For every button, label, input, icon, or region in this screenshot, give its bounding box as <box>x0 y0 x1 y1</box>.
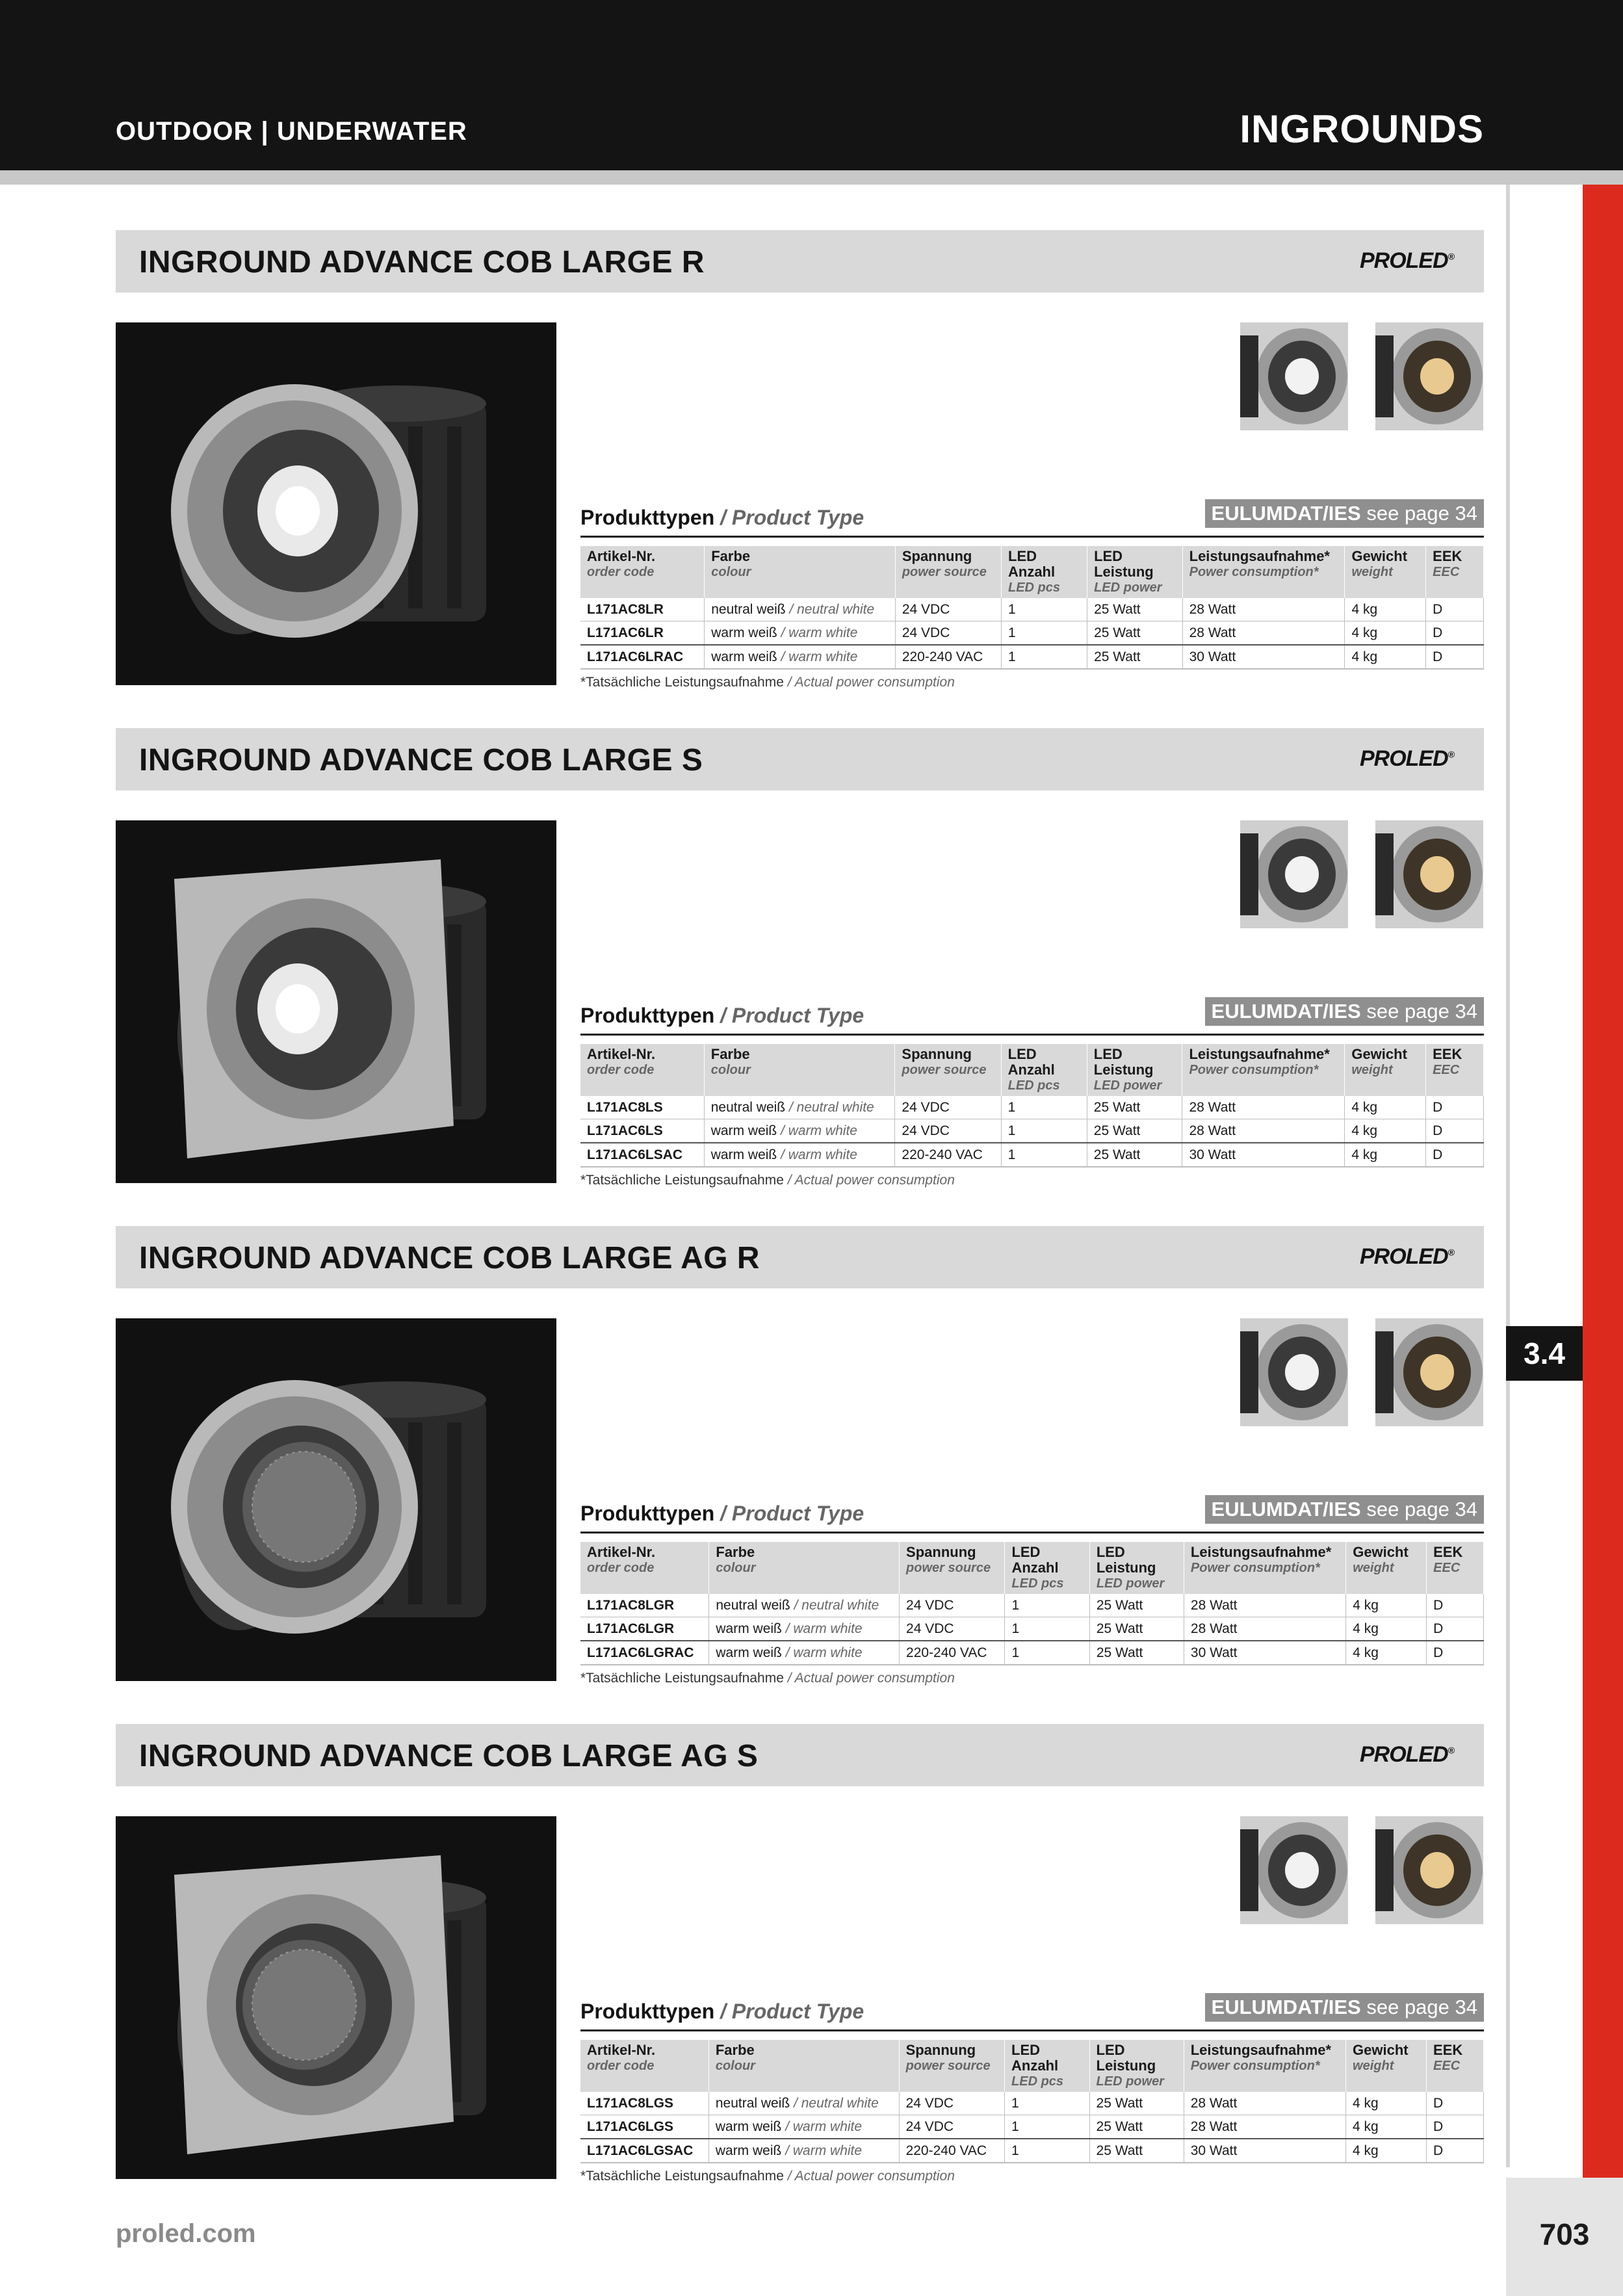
table-cell: 4 kg <box>1345 621 1426 646</box>
table-cell: 25 Watt <box>1089 2139 1184 2163</box>
table-cell: 28 Watt <box>1184 2092 1345 2115</box>
spec-table <box>580 546 1484 670</box>
table-cell: 1 <box>1005 1641 1089 1665</box>
column-header: Gewicht weight <box>1346 1542 1427 1594</box>
product-type-rule <box>580 536 1484 538</box>
table-header-row <box>580 546 1484 598</box>
neutral-white-thumbnail <box>1240 1816 1348 1924</box>
column-header: EEK EEC <box>1426 1044 1484 1096</box>
table-cell: 4 kg <box>1346 2139 1427 2163</box>
column-header: Farbe colour <box>704 1044 895 1096</box>
table-cell: 220-240 VAC <box>900 1641 1005 1665</box>
table-cell: 25 Watt <box>1087 1119 1182 1143</box>
spec-table <box>580 1542 1484 1665</box>
spec-table <box>580 1044 1484 1168</box>
column-header: Artikel-Nr. order code <box>580 2040 708 2092</box>
eulumdat-link[interactable]: EULUMDAT/IES see page 34 <box>1205 997 1484 1026</box>
table-cell: D <box>1426 598 1484 621</box>
table-cell: 24 VDC <box>899 2115 1004 2139</box>
product-title: INGROUND ADVANCE COB LARGE AG S <box>139 1739 759 1773</box>
product-type-rule <box>580 2029 1484 2031</box>
table-cell: 28 Watt <box>1182 1096 1345 1119</box>
chapter-tab[interactable]: 3.4 <box>1506 1326 1583 1381</box>
spec-table <box>580 2040 1484 2163</box>
table-cell: 25 Watt <box>1087 645 1183 669</box>
table-cell: warm weiß / warm white <box>704 1119 895 1143</box>
product-type-rule <box>580 1532 1484 1533</box>
table-row <box>580 2115 1484 2139</box>
table-cell: neutral weiß / neutral white <box>704 1096 895 1119</box>
table-row <box>580 1617 1484 1641</box>
column-header: EEK EEC <box>1427 1542 1484 1594</box>
margin-rule <box>1506 185 1510 2167</box>
table-cell: D <box>1427 2139 1484 2163</box>
brand-logo: PROLED® <box>1359 1742 1454 1767</box>
table-cell: D <box>1426 645 1484 669</box>
table-row <box>580 645 1484 669</box>
table-cell: 25 Watt <box>1089 1641 1184 1665</box>
column-header: LED Anzahl LED pcs <box>1001 1044 1087 1096</box>
table-cell: 1 <box>1005 1594 1089 1617</box>
warm-white-thumbnail <box>1375 1318 1483 1426</box>
table-cell: 1 <box>1001 1096 1087 1119</box>
table-cell: 4 kg <box>1345 1119 1426 1143</box>
table-cell: warm weiß / warm white <box>709 1641 900 1665</box>
table-cell: 4 kg <box>1346 1617 1427 1641</box>
product-title: INGROUND ADVANCE COB LARGE R <box>139 245 705 280</box>
table-cell: warm weiß / warm white <box>709 1617 900 1641</box>
product-photo <box>116 1318 556 1681</box>
neutral-white-thumbnail <box>1240 322 1348 430</box>
column-header: LED Anzahl LED pcs <box>1002 546 1087 598</box>
column-header: Farbe colour <box>705 546 896 598</box>
table-header-row <box>580 2040 1484 2092</box>
table-cell: L171AC6LGS <box>580 2115 708 2139</box>
table-cell: L171AC6LGRAC <box>580 1641 709 1665</box>
footnote: *Tatsächliche Leistungsaufnahme / Actual power consumption <box>580 1173 955 1188</box>
table-cell: neutral weiß / neutral white <box>708 2092 899 2115</box>
column-header: Leistungsaufnahme* Power consumption* <box>1182 1044 1345 1096</box>
page-number: 703 <box>1539 2217 1590 2251</box>
table-cell: 220-240 VAC <box>899 2139 1004 2163</box>
eulumdat-link[interactable]: EULUMDAT/IES see page 34 <box>1205 1993 1484 2022</box>
column-header: Leistungsaufnahme* Power consumption* <box>1184 2040 1345 2092</box>
column-header: LED Anzahl LED pcs <box>1005 1542 1089 1594</box>
column-header: Leistungsaufnahme* Power consumption* <box>1184 1542 1345 1594</box>
table-row <box>580 621 1484 646</box>
column-header: Gewicht weight <box>1346 2040 1427 2092</box>
footer-url[interactable]: proled.com <box>116 2219 256 2248</box>
column-header: LED Leistung LED power <box>1087 1044 1182 1096</box>
table-cell: 4 kg <box>1346 2092 1427 2115</box>
table-cell: D <box>1427 2092 1484 2115</box>
column-header: LED Leistung LED power <box>1087 546 1183 598</box>
table-cell: 1 <box>1002 645 1087 669</box>
column-header: Leistungsaufnahme* Power consumption* <box>1182 546 1345 598</box>
table-cell: 28 Watt <box>1182 598 1345 621</box>
table-cell: 28 Watt <box>1184 2115 1345 2139</box>
table-cell: warm weiß / warm white <box>705 645 896 669</box>
product-section <box>116 1226 1484 1723</box>
product-section <box>116 230 1484 727</box>
table-cell: 1 <box>1002 598 1087 621</box>
column-header: Artikel-Nr. order code <box>580 546 705 598</box>
table-row <box>580 598 1484 621</box>
table-cell: L171AC8LR <box>580 598 705 621</box>
neutral-white-thumbnail <box>1240 820 1348 928</box>
table-cell: 28 Watt <box>1184 1594 1345 1617</box>
table-row <box>580 1119 1484 1143</box>
table-cell: 4 kg <box>1345 598 1426 621</box>
column-header: LED Leistung LED power <box>1089 2040 1184 2092</box>
table-cell: 1 <box>1005 2092 1090 2115</box>
table-cell: L171AC6LS <box>580 1119 704 1143</box>
table-cell: L171AC6LR <box>580 621 705 646</box>
table-cell: 28 Watt <box>1184 1617 1345 1641</box>
table-row <box>580 2092 1484 2115</box>
table-cell: 1 <box>1005 2115 1090 2139</box>
table-cell: D <box>1427 2115 1484 2139</box>
column-header: Gewicht weight <box>1345 1044 1426 1096</box>
table-cell: 24 VDC <box>895 1119 1001 1143</box>
brand-logo: PROLED® <box>1359 1244 1454 1269</box>
product-title: INGROUND ADVANCE COB LARGE S <box>139 743 703 777</box>
table-cell: 25 Watt <box>1089 2115 1184 2139</box>
table-cell: D <box>1426 1143 1484 1167</box>
table-row <box>580 1143 1484 1167</box>
table-cell: L171AC6LGR <box>580 1617 709 1641</box>
table-row <box>580 2139 1484 2163</box>
table-cell: warm weiß / warm white <box>704 1143 895 1167</box>
table-cell: 4 kg <box>1345 1096 1426 1119</box>
warm-white-thumbnail <box>1375 322 1483 430</box>
table-cell: 30 Watt <box>1182 645 1345 669</box>
table-cell: L171AC8LGR <box>580 1594 709 1617</box>
section-header <box>116 1226 1484 1288</box>
brand-logo: PROLED® <box>1359 746 1454 771</box>
product-type-label: Produkttypen / Product Type <box>580 506 864 529</box>
product-photo <box>116 1816 556 2179</box>
column-header: Spannung power source <box>895 546 1001 598</box>
table-cell: L171AC8LS <box>580 1096 704 1119</box>
column-header: Farbe colour <box>708 2040 899 2092</box>
column-header: Gewicht weight <box>1345 546 1426 598</box>
table-cell: 1 <box>1001 1119 1087 1143</box>
table-cell: D <box>1427 1594 1484 1617</box>
table-cell: 4 kg <box>1345 645 1426 669</box>
column-header: LED Leistung LED power <box>1089 1542 1184 1594</box>
table-cell: 1 <box>1005 2139 1090 2163</box>
column-header: Spannung power source <box>899 2040 1004 2092</box>
eulumdat-link[interactable]: EULUMDAT/IES see page 34 <box>1205 499 1484 528</box>
category-title: OUTDOOR | UNDERWATER <box>116 117 467 146</box>
table-cell: 25 Watt <box>1089 1594 1184 1617</box>
table-header-row <box>580 1542 1484 1594</box>
table-cell: 25 Watt <box>1087 1096 1182 1119</box>
table-cell: neutral weiß / neutral white <box>705 598 896 621</box>
table-cell: 1 <box>1005 1617 1089 1641</box>
table-cell: 24 VDC <box>900 1617 1005 1641</box>
table-cell: 25 Watt <box>1087 621 1183 646</box>
table-cell: 30 Watt <box>1184 2139 1345 2163</box>
table-cell: 30 Watt <box>1182 1143 1345 1167</box>
table-cell: warm weiß / warm white <box>708 2139 899 2163</box>
table-cell: L171AC6LSAC <box>580 1143 704 1167</box>
table-cell: 1 <box>1001 1143 1087 1167</box>
table-cell: 24 VDC <box>900 1594 1005 1617</box>
brand-logo: PROLED® <box>1359 248 1454 273</box>
product-section <box>116 1724 1484 2221</box>
table-cell: 25 Watt <box>1089 1617 1184 1641</box>
product-type-label: Produkttypen / Product Type <box>580 1502 864 1525</box>
table-cell: L171AC6LRAC <box>580 645 705 669</box>
product-photo <box>116 322 556 685</box>
chapter-color-bar <box>1583 185 1623 2178</box>
table-row <box>580 1594 1484 1617</box>
warm-white-thumbnail <box>1375 1816 1483 1924</box>
table-cell: 28 Watt <box>1182 621 1345 646</box>
column-header: LED Anzahl LED pcs <box>1005 2040 1090 2092</box>
footnote: *Tatsächliche Leistungsaufnahme / Actual power consumption <box>580 2169 955 2184</box>
table-cell: 25 Watt <box>1087 598 1183 621</box>
section-header <box>116 230 1484 293</box>
column-header: Artikel-Nr. order code <box>580 1044 704 1096</box>
table-cell: 24 VDC <box>899 2092 1004 2115</box>
table-cell: 220-240 VAC <box>895 645 1001 669</box>
table-cell: L171AC6LGSAC <box>580 2139 708 2163</box>
neutral-white-thumbnail <box>1240 1318 1348 1426</box>
table-cell: 25 Watt <box>1087 1143 1182 1167</box>
table-header-row <box>580 1044 1484 1096</box>
eulumdat-link[interactable]: EULUMDAT/IES see page 34 <box>1205 1495 1484 1524</box>
section-header <box>116 728 1484 790</box>
product-title: INGROUND ADVANCE COB LARGE AG R <box>139 1241 760 1275</box>
column-header: Spannung power source <box>900 1542 1005 1594</box>
table-cell: L171AC8LGS <box>580 2092 708 2115</box>
column-header: EEK EEC <box>1427 2040 1484 2092</box>
product-type-rule <box>580 1034 1484 1036</box>
table-cell: D <box>1426 1096 1484 1119</box>
table-cell: neutral weiß / neutral white <box>709 1594 900 1617</box>
table-cell: D <box>1426 621 1484 646</box>
footnote: *Tatsächliche Leistungsaufnahme / Actual power consumption <box>580 675 955 690</box>
table-cell: D <box>1426 1119 1484 1143</box>
table-cell: 28 Watt <box>1182 1119 1345 1143</box>
footnote: *Tatsächliche Leistungsaufnahme / Actual power consumption <box>580 1671 955 1686</box>
table-cell: 4 kg <box>1346 1641 1427 1665</box>
table-cell: D <box>1427 1617 1484 1641</box>
column-header: EEK EEC <box>1426 546 1484 598</box>
column-header: Spannung power source <box>895 1044 1001 1096</box>
header-stripe <box>0 170 1623 185</box>
table-cell: 24 VDC <box>895 621 1001 646</box>
table-row <box>580 1641 1484 1665</box>
table-cell: 24 VDC <box>895 1096 1001 1119</box>
table-cell: 25 Watt <box>1089 2092 1184 2115</box>
table-cell: 4 kg <box>1346 1594 1427 1617</box>
table-cell: 4 kg <box>1346 2115 1427 2139</box>
table-cell: 220-240 VAC <box>895 1143 1001 1167</box>
table-cell: 4 kg <box>1345 1143 1426 1167</box>
table-cell: 1 <box>1002 621 1087 646</box>
table-cell: warm weiß / warm white <box>708 2115 899 2139</box>
table-row <box>580 1096 1484 1119</box>
chapter-title: INGROUNDS <box>1240 107 1484 151</box>
table-cell: warm weiß / warm white <box>705 621 896 646</box>
warm-white-thumbnail <box>1375 820 1483 928</box>
column-header: Farbe colour <box>709 1542 900 1594</box>
table-cell: 24 VDC <box>895 598 1001 621</box>
column-header: Artikel-Nr. order code <box>580 1542 709 1594</box>
table-cell: 30 Watt <box>1184 1641 1345 1665</box>
product-type-label: Produkttypen / Product Type <box>580 2000 864 2023</box>
section-header <box>116 1724 1484 1786</box>
product-photo <box>116 820 556 1183</box>
product-section <box>116 728 1484 1225</box>
table-cell: D <box>1427 1641 1484 1665</box>
product-type-label: Produkttypen / Product Type <box>580 1004 864 1027</box>
